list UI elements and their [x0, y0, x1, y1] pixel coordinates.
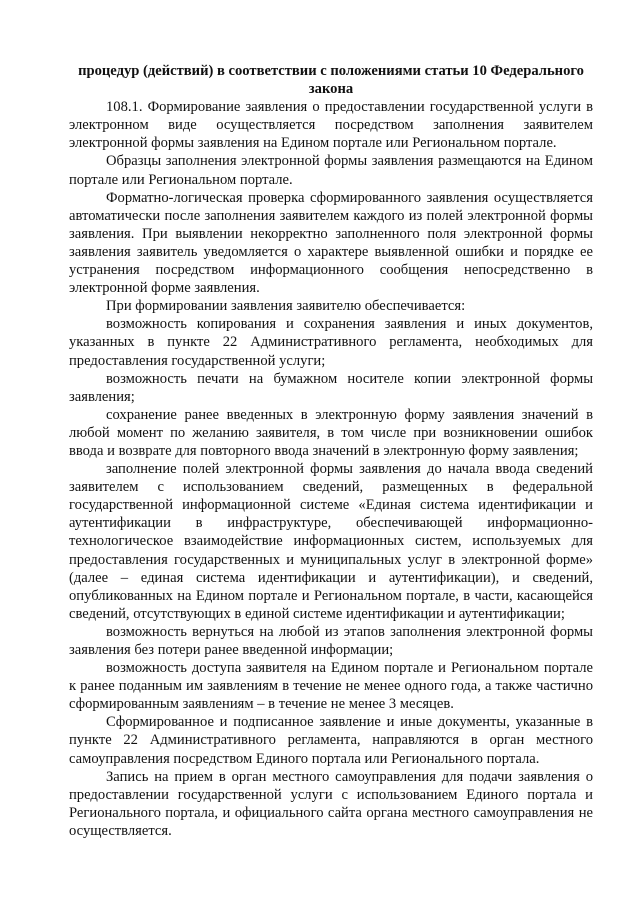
paragraph: 108.1. Формирование заявления о предоставлении государственной услуги в электронном виде осуществляется посредством заполнения заявителем электронной формы заявления на Едином портале или Региональном портале. [69, 99, 593, 152]
paragraph: Сформированное и подписанное заявление и иные документы, указанные в пункте 22 Административного регламента, направляются в орган местного самоуправления посредством Единого портала или Регионального портала. [69, 714, 593, 767]
paragraph: Форматно-логическая проверка сформированного заявления осуществляется автоматически после заполнения заявителем каждого из полей электронной формы заявления. При выявлении некорректно заполненного поля электронной формы заявления заявитель уведомляется о характере выявленной ошибки и порядке ее устранения посредством информационного сообщения непосредственно в электронной форме заявления. [69, 189, 593, 297]
paragraph: Образцы заполнения электронной формы заявления размещаются на Едином портале или Региональном портале. [69, 153, 593, 188]
paragraph: заполнение полей электронной формы заявления до начала ввода сведений заявителем с использованием сведений, размещенных в федеральной государственной информационной системе «Единая система идентификации и аутентификации в инфраструктуре, обеспечивающей информационно-технологическое взаимодействие информационных систем, используемых для предоставления государственных и муниципальных услуг в электронной форме» (далее – единая система идентификации и аутентификации), и сведений, опубликованных на Едином портале и Региональном портале, в части, касающейся сведений, отсутствующих в единой системе идентификации и аутентификации; [69, 461, 593, 622]
paragraph: При формировании заявления заявителю обеспечивается: [106, 298, 466, 315]
paragraph: возможность вернуться на любой из этапов заполнения электронной формы заявления без потери ранее введенной информации; [69, 623, 593, 658]
paragraph: возможность копирования и сохранения заявления и иных документов, указанных в пункте 22 Административного регламента, необходимых для предоставления государственной услуги; [69, 316, 593, 369]
paragraph: Запись на прием в орган местного самоуправления для подачи заявления о предоставлении государственной услуги с использованием Единого портала и Регионального портала, и официального сайта органа местного самоуправления не осуществляется. [69, 768, 593, 839]
paragraph: возможность доступа заявителя на Едином портале и Региональном портале к ранее поданным им заявлениям в течение не менее одного года, а также частично сформированным заявлениям – в течение не менее 3 месяцев. [69, 660, 593, 713]
document-body [69, 62, 593, 840]
section-heading: процедур (действий) в соответствии с положениями статьи 10 Федерального закона [78, 63, 584, 98]
paragraph: сохранение ранее введенных в электронную форму заявления значений в любой момент по желанию заявителя, в том числе при возникновении ошибок ввода и возврате для повторного ввода значений в электронную форму заявления; [69, 406, 593, 459]
paragraph: возможность печати на бумажном носителе копии электронной формы заявления; [69, 370, 593, 405]
